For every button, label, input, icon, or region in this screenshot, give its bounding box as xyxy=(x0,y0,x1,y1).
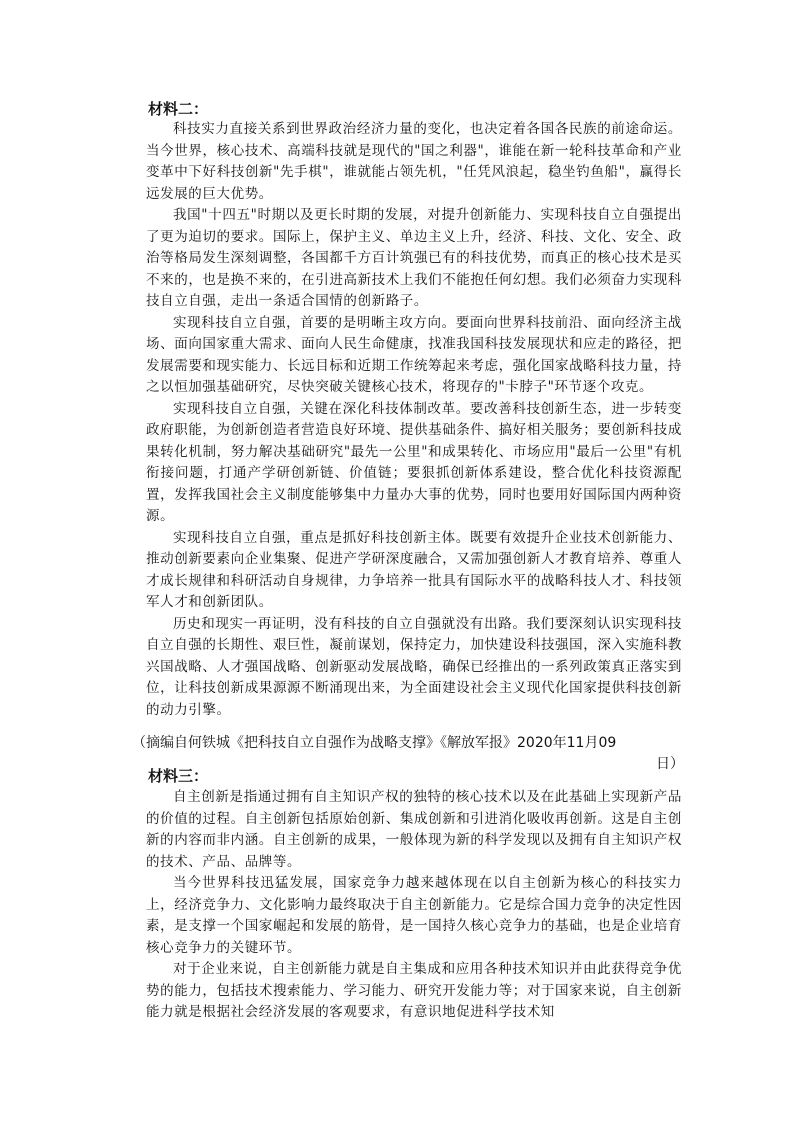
material-2-heading: 材料二： xyxy=(148,100,209,118)
material-2-body xyxy=(146,119,682,721)
paragraph: 实现科技自立自强，关键在深化科技体制改革。要改善科技创新生态，进一步转变政府职能，为创新创造者营造良好环境、提供基础条件、搞好相关服务；要创新科技成果转化机制，努力解决基础研究"最先一公里"和成果转化、市场应用"最后一公里"有机衔接问题，打通产学研创新链、价值链；要狠抓创新体系建设，整合优化科技资源配置，发挥我国社会主义制度能够集中力量办大事的优势，同时也要用好国际国内两种资源。 xyxy=(146,400,682,524)
citation-line: （摘编自何铁城《把科技自立自强作为战略支撑》《解放军报》2020年11月09 xyxy=(132,735,617,751)
source-citation xyxy=(132,733,688,775)
paragraph: 我国"十四五"时期以及更长时期的发展，对提升创新能力、实现科技自立自强提出了更为迫切的要求。国际上，保护主义、单边主义上升，经济、科技、文化、安全、政治等格局发生深刻调整，各国都千方百计筑强已有的科技优势，而真正的核心技术是买不来的，也是换不来的，在引进高新技术上我们不能抱任何幻想。我们必须奋力实现科技自立自强，走出一条适合国情的创新路子。 xyxy=(146,207,682,309)
paragraph: 实现科技自立自强，重点是抓好科技创新主体。既要有效提升企业技术创新能力、推动创新要素向企业集聚、促进产学研深度融合，又需加强创新人才教育培养、尊重人才成长规律和科研活动自身规律，力争培养一批具有国际水平的战略科技人才、科技领军人才和创新团队。 xyxy=(146,529,682,610)
citation-line-end: 日） xyxy=(656,756,684,772)
paragraph: 科技实力直接关系到世界政治经济力量的变化，也决定着各国各民族的前途命运。当今世界，核心技术、高端科技就是现代的"国之利器"，谁能在新一轮科技革命和产业变革中下好科技创新"先手棋"，谁就能占领先机，"任凭风浪起，稳坐钓鱼船"，赢得长远发展的巨大优势。 xyxy=(146,121,682,202)
paragraph: 历史和现实一再证明，没有科技的自立自强就没有出路。我们要深刻认识实现科技自立自强的长期性、艰巨性，凝前谋划，保持定力，加快建设科技强国，深入实施科教兴国战略、人才强国战略、创新驱动发展战略，确保已经推出的一系列政策真正落实到位，让科技创新成果源源不断涌现出来，为全面建设社会主义现代化国家提供科技创新的动力引擎。 xyxy=(146,615,682,718)
material-3-heading: 材料三： xyxy=(148,767,209,785)
material-3-body xyxy=(146,787,682,1024)
paragraph: 当今世界科技迅猛发展，国家竞争力越来越体现在以自主创新为核心的科技实力上，经济竞争力、文化影响力最终取决于自主创新能力。它是综合国力竞争的决定性因素，是支撑一个国家崛起和发展的筋骨，是一国持久核心竞争力的基础，也是企业培育核心竞争力的关键环节。 xyxy=(146,875,682,956)
paragraph: 自主创新是指通过拥有自主知识产权的独特的核心技术以及在此基础上实现新产品的价值的过程。自主创新包括原始创新、集成创新和引进消化吸收再创新。这是自主创新的内容而非内涵。自主创新的成果，一般体现为新的科学发现以及拥有自主知识产权的技术、产品、品牌等。 xyxy=(146,789,682,870)
paragraph: 实现科技自立自强，首要的是明晰主攻方向。要面向世界科技前沿、面向经济主战场、面向国家重大需求、面向人民生命健康，找准我国科技发展现状和应走的路径，把发展需要和现实能力、长远目标和近期工作统筹起来考虑，强化国家战略科技力量，持之以恒加强基础研究，尽快突破关键核心技术，将现存的"卡脖子"环节逐个攻克。 xyxy=(146,314,682,395)
paragraph: 对于企业来说，自主创新能力就是自主集成和应用各种技术知识并由此获得竞争优势的能力，包括技术搜索能力、学习能力、研究开发能力等；对于国家来说，自主创新能力就是根据社会经济发展的客观要求，有意识地促进科学技术知 xyxy=(146,961,682,1020)
